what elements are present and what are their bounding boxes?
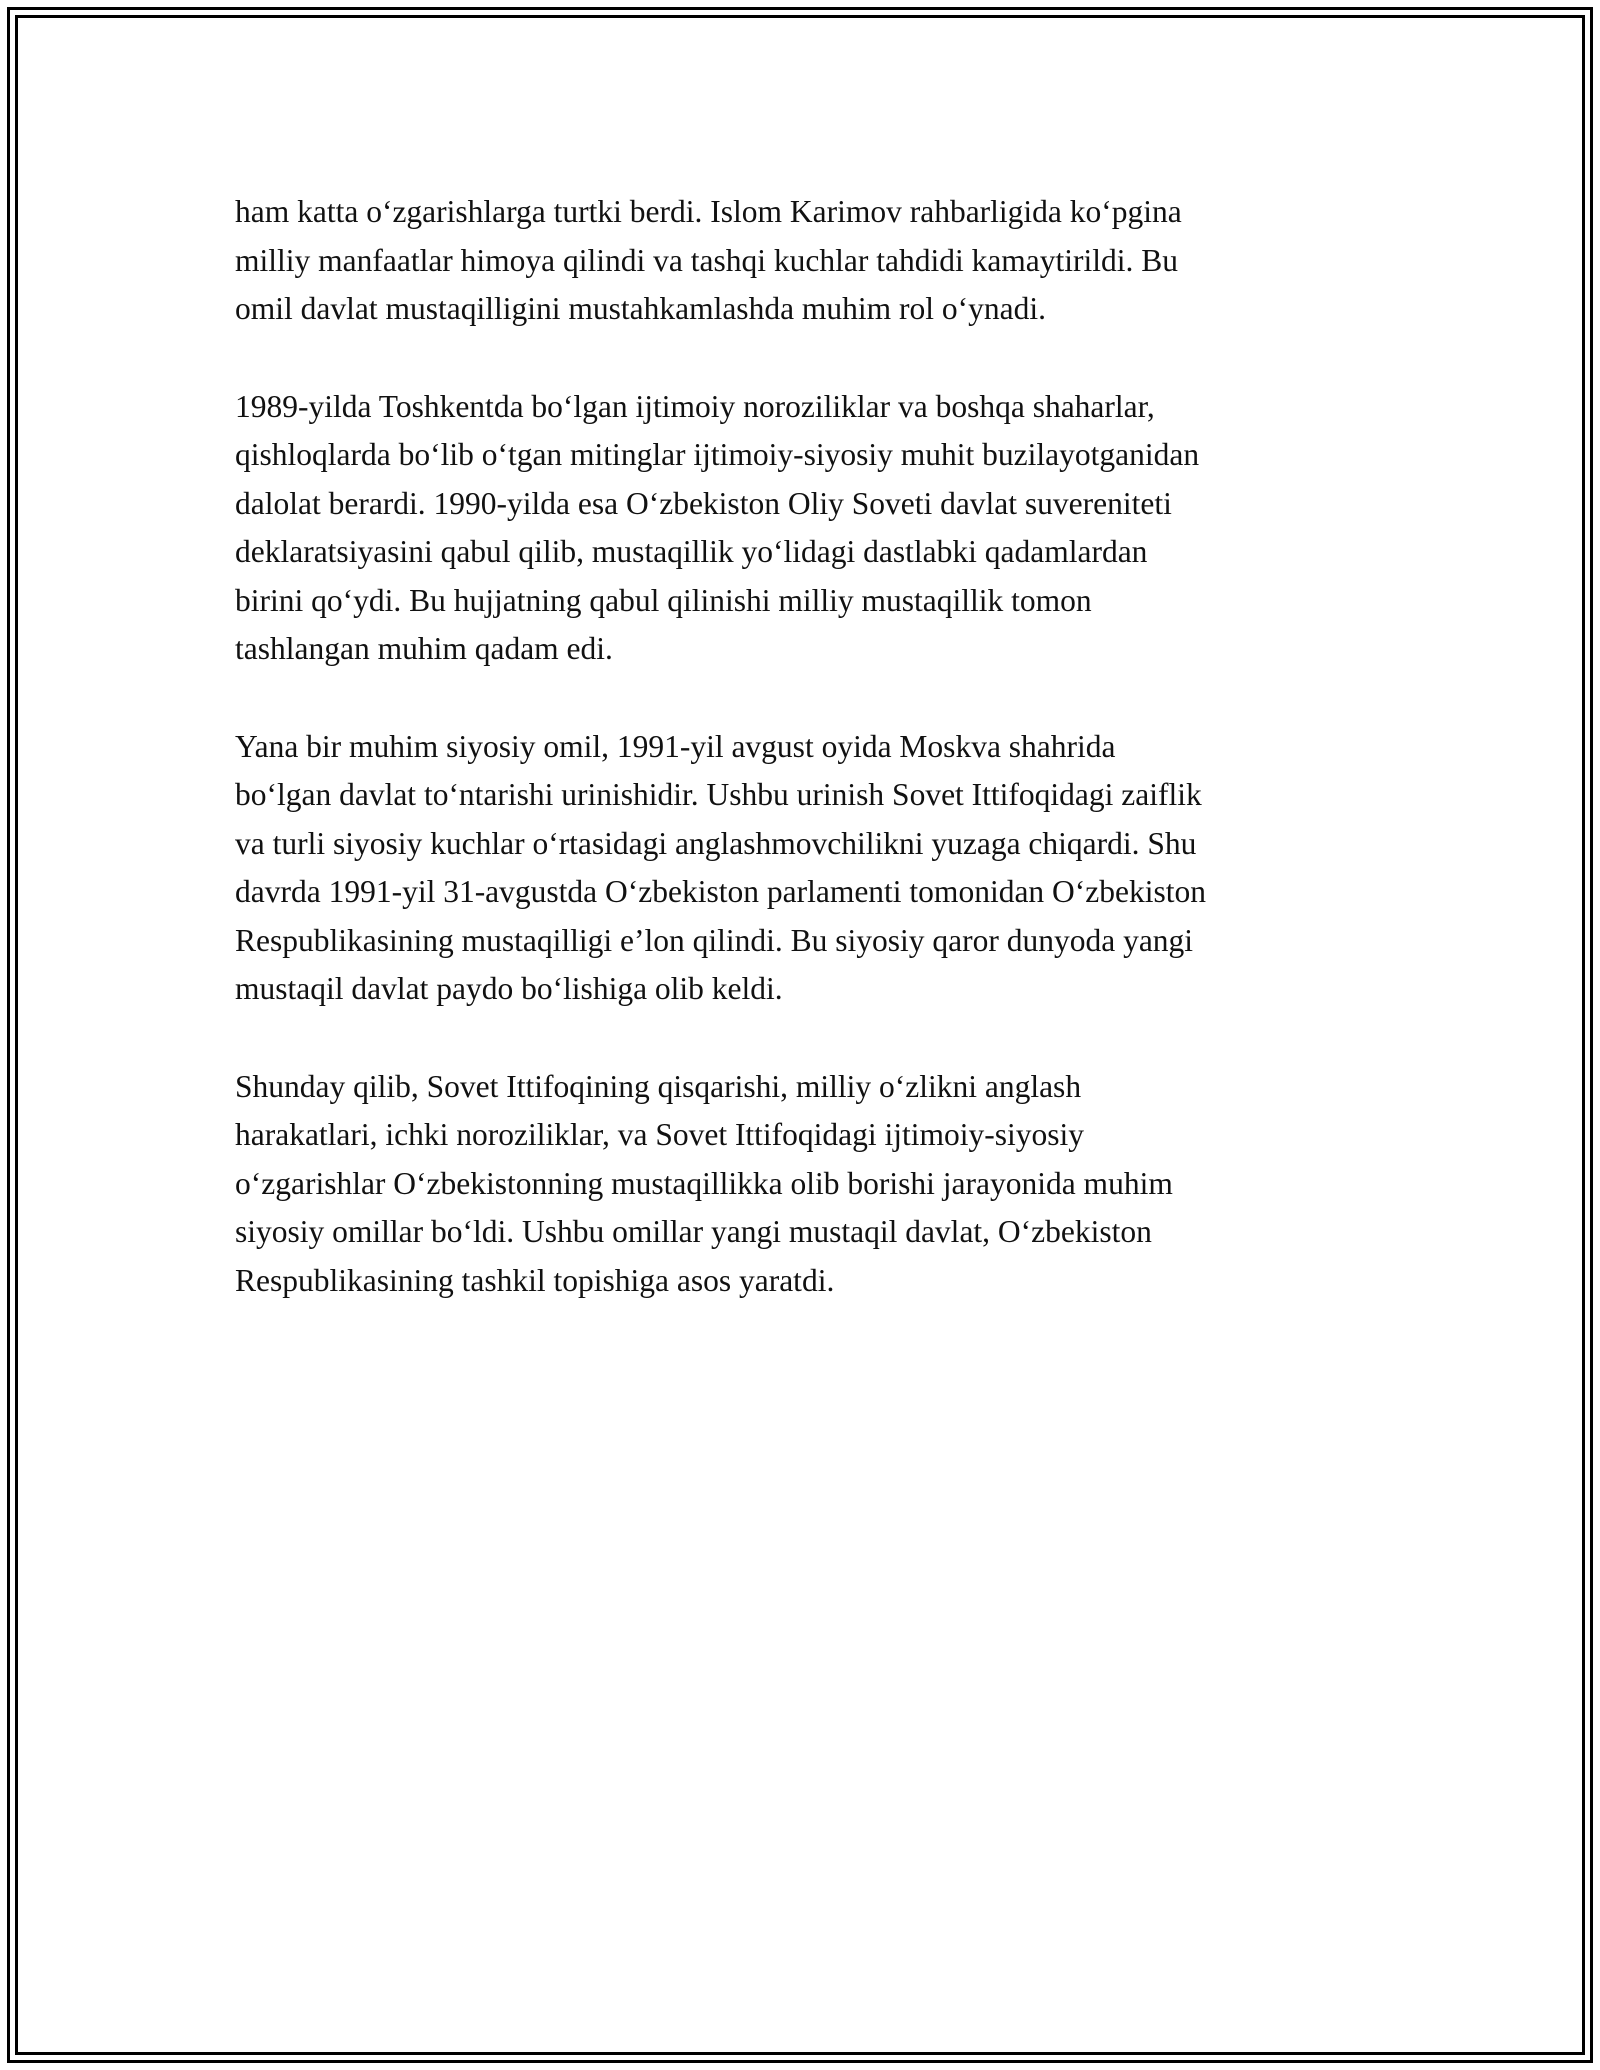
text-line: va turli siyosiy kuchlar o‘rtasidagi anglashmovchilikni yuzaga chiqardi. Shu: [235, 825, 1197, 861]
text-line: siyosiy omillar bo‘ldi. Ushbu omillar yangi mustaqil davlat, O‘zbekiston: [235, 1214, 1152, 1249]
text-line: ham katta o‘zgarishlarga turtki berdi. Islom Karimov rahbarligida ko‘pgina: [235, 194, 1182, 229]
text-line: bo‘lgan davlat to‘ntarishi urinishidir. Ushbu urinish Sovet Ittifoqidagi zaiflik: [235, 777, 1202, 812]
text-line: tashlangan muhim qadam edi.: [235, 631, 613, 666]
text-line: Yana bir muhim siyosiy omil, 1991-yil avgust oyida Moskva shahrida: [235, 728, 1116, 764]
text-line: birini qo‘ydi. Bu hujjatning qabul qilinishi milliy mustaqillik tomon: [235, 582, 1092, 618]
text-line: Respublikasining mustaqilligi e’lon qilindi. Bu siyosiy qaror dunyoda yangi: [235, 922, 1194, 958]
text-line: 1989-yilda Toshkentda bo‘lgan ijtimoiy noroziliklar va boshqa shaharlar,: [235, 388, 1155, 424]
text-line: qishloqlarda bo‘lib o‘tgan mitinglar ijtimoiy-siyosiy muhit buzilayotganidan: [235, 437, 1200, 472]
paragraph-2: [235, 383, 1385, 674]
text-line: Respublikasining tashkil topishiga asos yaratdi.: [235, 1262, 835, 1298]
paragraph-4: [235, 1063, 1385, 1306]
text-line: dalolat berardi. 1990-yilda esa O‘zbekiston Oliy Soveti davlat suvereniteti: [235, 485, 1172, 521]
text-line: deklaratsiyasini qabul qilib, mustaqillik yo‘lidagi dastlabki qadamlardan: [235, 534, 1148, 569]
text-line: mustaqil davlat paydo bo‘lishiga olib keldi.: [235, 971, 783, 1006]
text-line: Shunday qilib, Sovet Ittifoqining qisqarishi, milliy o‘zlikni anglash: [235, 1068, 1082, 1104]
paragraph-1: [235, 188, 1385, 334]
text-line: omil davlat mustaqilligini mustahkamlashda muhim rol o‘ynadi.: [235, 291, 1047, 326]
document-body: [235, 188, 1385, 1354]
text-line: harakatlari, ichki noroziliklar, va Sovet Ittifoqidagi ijtimoiy-siyosiy: [235, 1117, 1085, 1152]
text-line: o‘zgarishlar O‘zbekistonning mustaqillikka olib borishi jarayonida muhim: [235, 1165, 1173, 1201]
paragraph-3: [235, 723, 1385, 1014]
text-line: davrda 1991-yil 31-avgustda O‘zbekiston parlamenti tomonidan O‘zbekiston: [235, 874, 1207, 909]
text-line: milliy manfaatlar himoya qilindi va tashqi kuchlar tahdidi kamaytirildi. Bu: [235, 242, 1179, 278]
